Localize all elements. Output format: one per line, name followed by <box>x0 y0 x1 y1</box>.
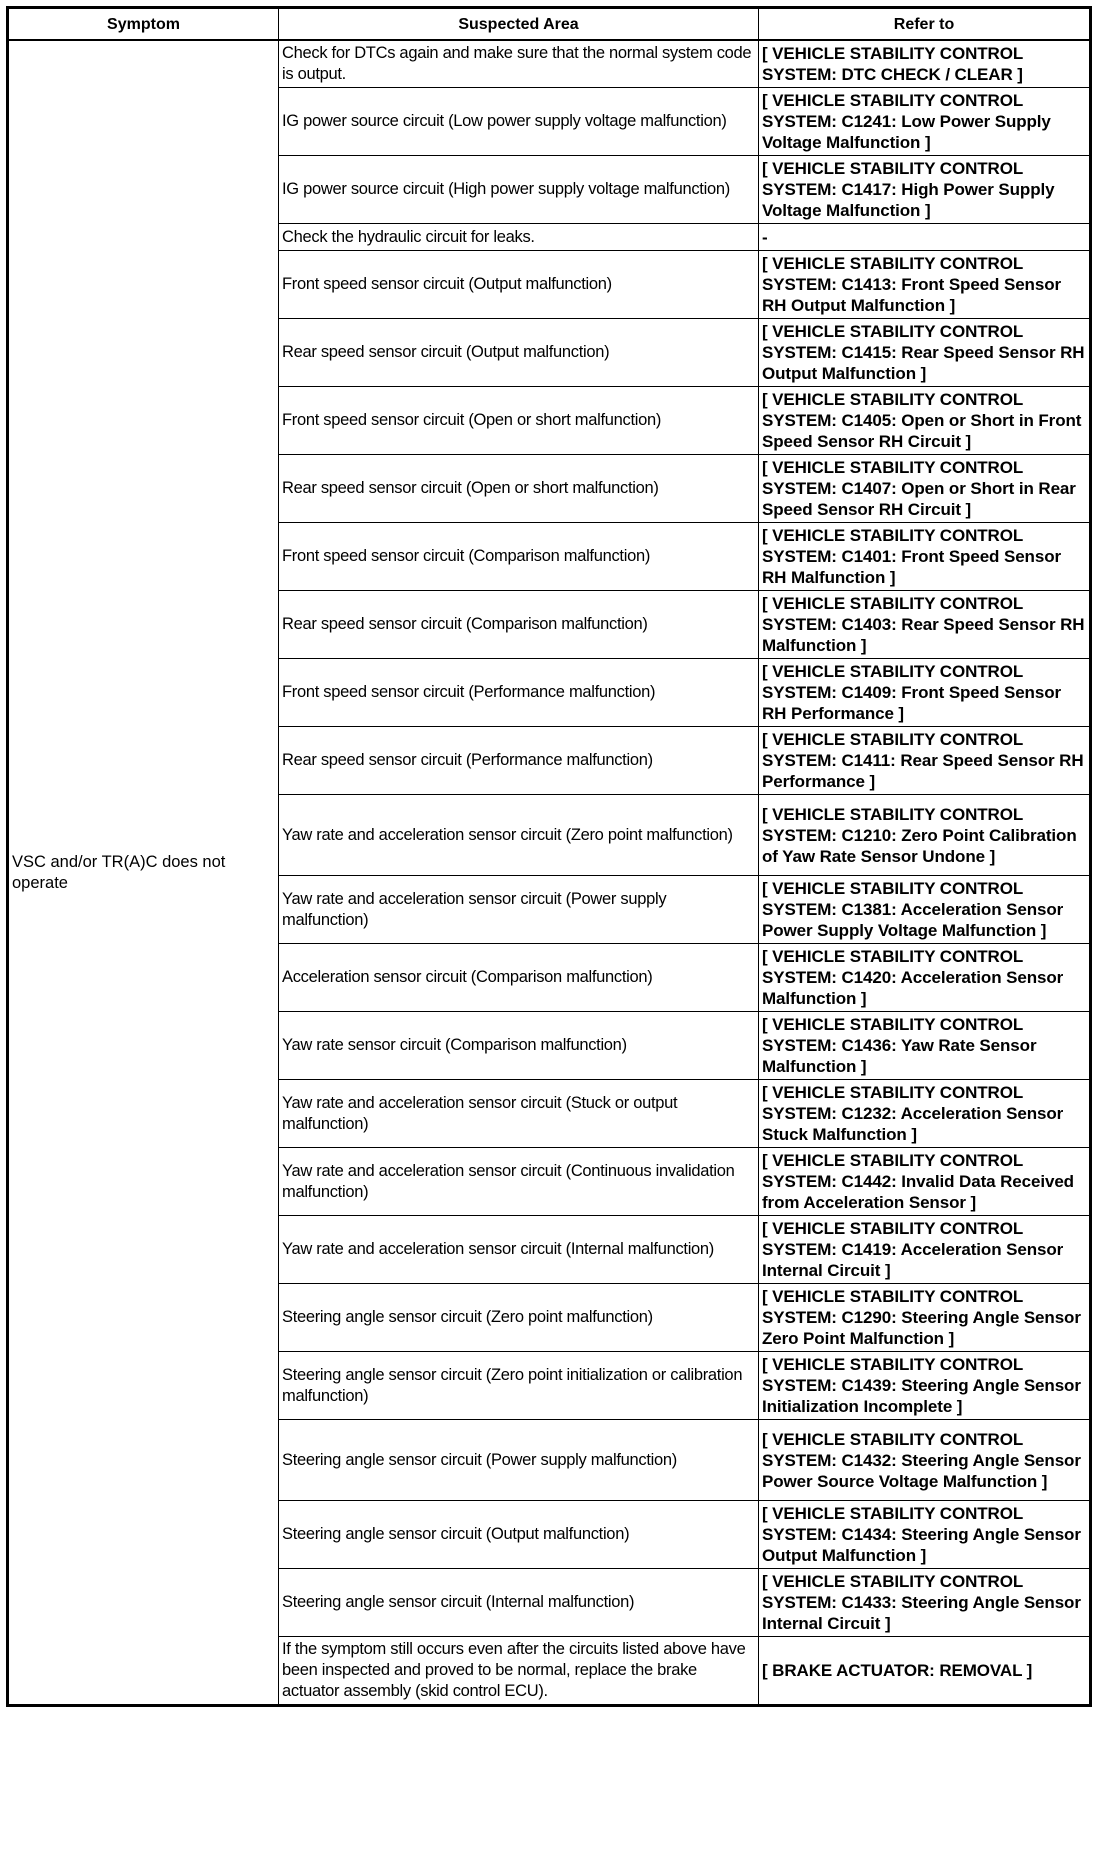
suspected-area-cell: Yaw rate sensor circuit (Comparison malfunction) <box>279 1012 759 1080</box>
refer-to-link[interactable]: [ VEHICLE STABILITY CONTROL SYSTEM: C1381: Acceleration Sensor Power Supply Voltage Malfunction ] <box>759 876 1091 944</box>
suspected-area-cell: Front speed sensor circuit (Comparison malfunction) <box>279 523 759 591</box>
suspected-area-cell: Acceleration sensor circuit (Comparison malfunction) <box>279 944 759 1012</box>
suspected-area-cell: Yaw rate and acceleration sensor circuit (Internal malfunction) <box>279 1216 759 1284</box>
suspected-area-cell: Steering angle sensor circuit (Zero point malfunction) <box>279 1284 759 1352</box>
refer-to-link[interactable]: [ VEHICLE STABILITY CONTROL SYSTEM: C1411: Rear Speed Sensor RH Performance ] <box>759 727 1091 795</box>
refer-to-link[interactable]: [ VEHICLE STABILITY CONTROL SYSTEM: C1436: Yaw Rate Sensor Malfunction ] <box>759 1012 1091 1080</box>
refer-to-link[interactable]: [ BRAKE ACTUATOR: REMOVAL ] <box>759 1637 1091 1706</box>
table-body <box>8 40 1091 1706</box>
refer-to-link[interactable]: [ VEHICLE STABILITY CONTROL SYSTEM: C1434: Steering Angle Sensor Output Malfunction ] <box>759 1501 1091 1569</box>
refer-to-link[interactable]: [ VEHICLE STABILITY CONTROL SYSTEM: C1413: Front Speed Sensor RH Output Malfunction ] <box>759 251 1091 319</box>
refer-to-link[interactable]: [ VEHICLE STABILITY CONTROL SYSTEM: C1241: Low Power Supply Voltage Malfunction ] <box>759 88 1091 156</box>
header-suspected-area: Suspected Area <box>279 8 759 41</box>
suspected-area-cell: Rear speed sensor circuit (Output malfunction) <box>279 319 759 387</box>
refer-to-link[interactable]: [ VEHICLE STABILITY CONTROL SYSTEM: DTC CHECK / CLEAR ] <box>759 40 1091 88</box>
suspected-area-cell: Rear speed sensor circuit (Open or short malfunction) <box>279 455 759 523</box>
suspected-area-cell: Check the hydraulic circuit for leaks. <box>279 224 759 251</box>
suspected-area-cell: Front speed sensor circuit (Performance malfunction) <box>279 659 759 727</box>
suspected-area-cell: Front speed sensor circuit (Open or short malfunction) <box>279 387 759 455</box>
table-row <box>8 40 1091 88</box>
refer-to-link[interactable]: [ VEHICLE STABILITY CONTROL SYSTEM: C1442: Invalid Data Received from Acceleration Sensor ] <box>759 1148 1091 1216</box>
suspected-area-cell: Rear speed sensor circuit (Comparison malfunction) <box>279 591 759 659</box>
refer-to-link[interactable]: [ VEHICLE STABILITY CONTROL SYSTEM: C1417: High Power Supply Voltage Malfunction ] <box>759 156 1091 224</box>
suspected-area-cell: Yaw rate and acceleration sensor circuit (Zero point malfunction) <box>279 795 759 876</box>
suspected-area-cell: Rear speed sensor circuit (Performance malfunction) <box>279 727 759 795</box>
suspected-area-cell: Steering angle sensor circuit (Output malfunction) <box>279 1501 759 1569</box>
suspected-area-cell: Steering angle sensor circuit (Internal malfunction) <box>279 1569 759 1637</box>
suspected-area-cell: Steering angle sensor circuit (Zero point initialization or calibration malfunction) <box>279 1352 759 1420</box>
refer-to-link[interactable]: [ VEHICLE STABILITY CONTROL SYSTEM: C1420: Acceleration Sensor Malfunction ] <box>759 944 1091 1012</box>
header-refer-to: Refer to <box>759 8 1091 41</box>
symptom-cell: VSC and/or TR(A)C does not operate <box>8 40 279 1706</box>
refer-to-link[interactable]: [ VEHICLE STABILITY CONTROL SYSTEM: C1419: Acceleration Sensor Internal Circuit ] <box>759 1216 1091 1284</box>
refer-to-link[interactable]: [ VEHICLE STABILITY CONTROL SYSTEM: C1409: Front Speed Sensor RH Performance ] <box>759 659 1091 727</box>
suspected-area-cell: Check for DTCs again and make sure that the normal system code is output. <box>279 40 759 88</box>
suspected-area-cell: Front speed sensor circuit (Output malfunction) <box>279 251 759 319</box>
refer-to-link[interactable]: [ VEHICLE STABILITY CONTROL SYSTEM: C1403: Rear Speed Sensor RH Malfunction ] <box>759 591 1091 659</box>
refer-to-link: - <box>759 224 1091 251</box>
refer-to-link[interactable]: [ VEHICLE STABILITY CONTROL SYSTEM: C1405: Open or Short in Front Speed Sensor RH Circuit ] <box>759 387 1091 455</box>
refer-to-link[interactable]: [ VEHICLE STABILITY CONTROL SYSTEM: C1432: Steering Angle Sensor Power Source Voltage Malfunction ] <box>759 1420 1091 1501</box>
suspected-area-cell: Yaw rate and acceleration sensor circuit (Power supply malfunction) <box>279 876 759 944</box>
refer-to-link[interactable]: [ VEHICLE STABILITY CONTROL SYSTEM: C1433: Steering Angle Sensor Internal Circuit ] <box>759 1569 1091 1637</box>
diagnosis-table <box>6 6 1092 1707</box>
suspected-area-cell: IG power source circuit (Low power supply voltage malfunction) <box>279 88 759 156</box>
refer-to-link[interactable]: [ VEHICLE STABILITY CONTROL SYSTEM: C1415: Rear Speed Sensor RH Output Malfunction ] <box>759 319 1091 387</box>
suspected-area-cell: Steering angle sensor circuit (Power supply malfunction) <box>279 1420 759 1501</box>
refer-to-link[interactable]: [ VEHICLE STABILITY CONTROL SYSTEM: C1290: Steering Angle Sensor Zero Point Malfunction ] <box>759 1284 1091 1352</box>
suspected-area-cell: If the symptom still occurs even after the circuits listed above have been inspected and proved to be normal, replace the brake actuator assembly (skid control ECU). <box>279 1637 759 1706</box>
suspected-area-cell: Yaw rate and acceleration sensor circuit (Stuck or output malfunction) <box>279 1080 759 1148</box>
header-symptom: Symptom <box>8 8 279 41</box>
header-row <box>8 8 1091 41</box>
refer-to-link[interactable]: [ VEHICLE STABILITY CONTROL SYSTEM: C1210: Zero Point Calibration of Yaw Rate Sensor Undone ] <box>759 795 1091 876</box>
suspected-area-cell: IG power source circuit (High power supply voltage malfunction) <box>279 156 759 224</box>
refer-to-link[interactable]: [ VEHICLE STABILITY CONTROL SYSTEM: C1439: Steering Angle Sensor Initialization Incomplete ] <box>759 1352 1091 1420</box>
refer-to-link[interactable]: [ VEHICLE STABILITY CONTROL SYSTEM: C1401: Front Speed Sensor RH Malfunction ] <box>759 523 1091 591</box>
suspected-area-cell: Yaw rate and acceleration sensor circuit (Continuous invalidation malfunction) <box>279 1148 759 1216</box>
refer-to-link[interactable]: [ VEHICLE STABILITY CONTROL SYSTEM: C1407: Open or Short in Rear Speed Sensor RH Circuit ] <box>759 455 1091 523</box>
refer-to-link[interactable]: [ VEHICLE STABILITY CONTROL SYSTEM: C1232: Acceleration Sensor Stuck Malfunction ] <box>759 1080 1091 1148</box>
